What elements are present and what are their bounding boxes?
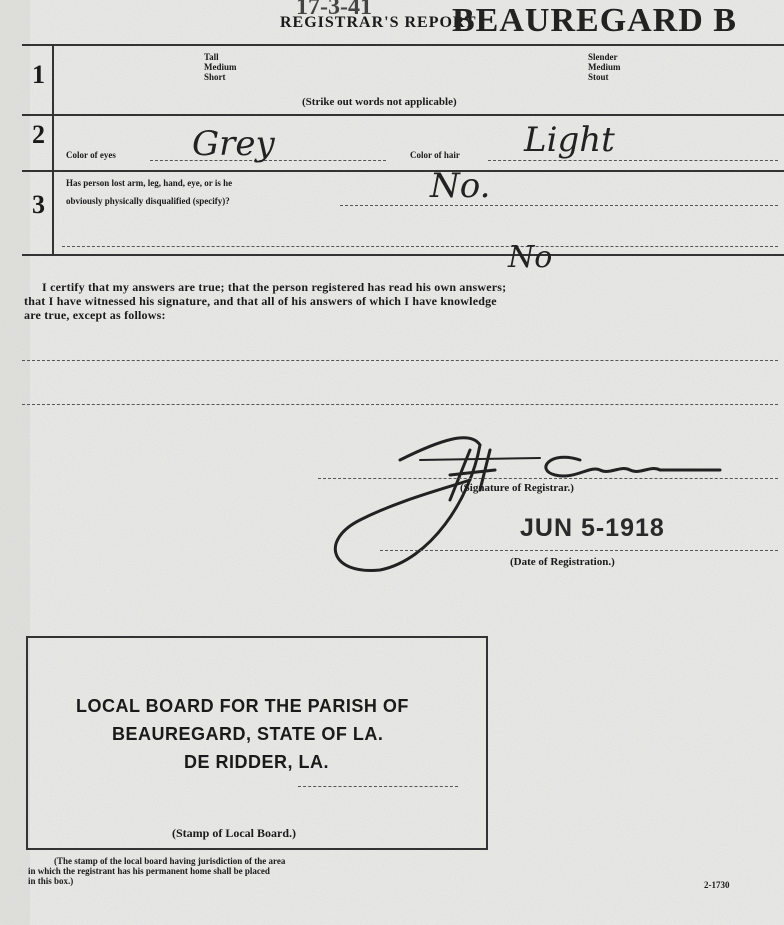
form-number: 2-1730 <box>704 880 730 890</box>
date-line <box>380 550 778 551</box>
serial-number: 17-3-41 <box>296 0 372 20</box>
row-divider-2 <box>22 170 784 172</box>
option-slender: Slender <box>588 52 618 62</box>
footer-note-3: in this box.) <box>28 876 74 886</box>
disqualification-answer: No. <box>430 166 491 206</box>
hair-color-line <box>488 160 778 161</box>
build-options-left <box>204 52 237 82</box>
stamp-inner-line <box>298 786 458 787</box>
registration-date: JUN 5-1918 <box>520 514 665 542</box>
extra-mark: No <box>508 240 553 275</box>
exceptions-line-2 <box>22 404 778 405</box>
signature-caption: (Signature of Registrar.) <box>460 482 574 494</box>
footer-note-1: (The stamp of the local board having jurisdiction of the area <box>54 856 286 866</box>
exceptions-line-1 <box>22 360 778 361</box>
question-line-1: Has person lost arm, leg, hand, eye, or is he <box>66 178 233 188</box>
build-options-right <box>588 52 621 82</box>
section-3-number: 3 <box>32 190 45 219</box>
disqualification-question <box>66 178 232 206</box>
option-tall: Tall <box>204 52 219 62</box>
top-rule <box>22 44 784 46</box>
footer-note-2: in which the registrant has his permanent home shall be placed <box>28 866 270 876</box>
header-annotation: BEAUREGARD B <box>452 2 737 39</box>
question-line-2: obviously physically disqualified (specify)? <box>66 196 230 206</box>
option-medium-left: Medium <box>204 62 237 72</box>
cert-line-3: are true, except as follows: <box>24 308 166 322</box>
section-2-number: 2 <box>32 120 45 149</box>
row-divider-3 <box>22 254 784 256</box>
option-medium-right: Medium <box>588 62 621 72</box>
eye-color-label: Color of eyes <box>66 150 116 160</box>
eye-color-value: Grey <box>192 124 275 164</box>
local-board-stamp-box <box>26 636 488 850</box>
stamp-line-2: BEAUREGARD, STATE OF LA. <box>112 724 384 744</box>
signature-line <box>318 478 778 479</box>
option-short: Short <box>204 72 226 82</box>
hair-color-value: Light <box>524 120 615 160</box>
section-3-extra-line <box>62 246 778 247</box>
stamp-caption: (Stamp of Local Board.) <box>172 826 296 840</box>
stamp-instructions <box>28 856 498 886</box>
stamp-line-1: LOCAL BOARD FOR THE PARISH OF <box>76 696 409 716</box>
strike-out-note: (Strike out words not applicable) <box>302 96 457 108</box>
cert-line-2: that I have witnessed his signature, and that all of his answers of which I have knowledge <box>24 294 497 308</box>
left-rule <box>52 44 54 254</box>
disqualification-line <box>340 205 778 206</box>
section-1-number: 1 <box>32 60 45 89</box>
report-title: REGISTRAR'S REPORT <box>280 14 477 31</box>
hair-color-label: Color of hair <box>410 150 460 160</box>
cert-line-1: I certify that my answers are true; that the person registered has read his own answers; <box>42 280 507 294</box>
stamp-line-3: DE RIDDER, LA. <box>184 752 330 772</box>
date-caption: (Date of Registration.) <box>510 556 615 568</box>
row-divider-1 <box>22 114 784 116</box>
certification-text <box>24 280 780 322</box>
option-stout: Stout <box>588 72 609 82</box>
